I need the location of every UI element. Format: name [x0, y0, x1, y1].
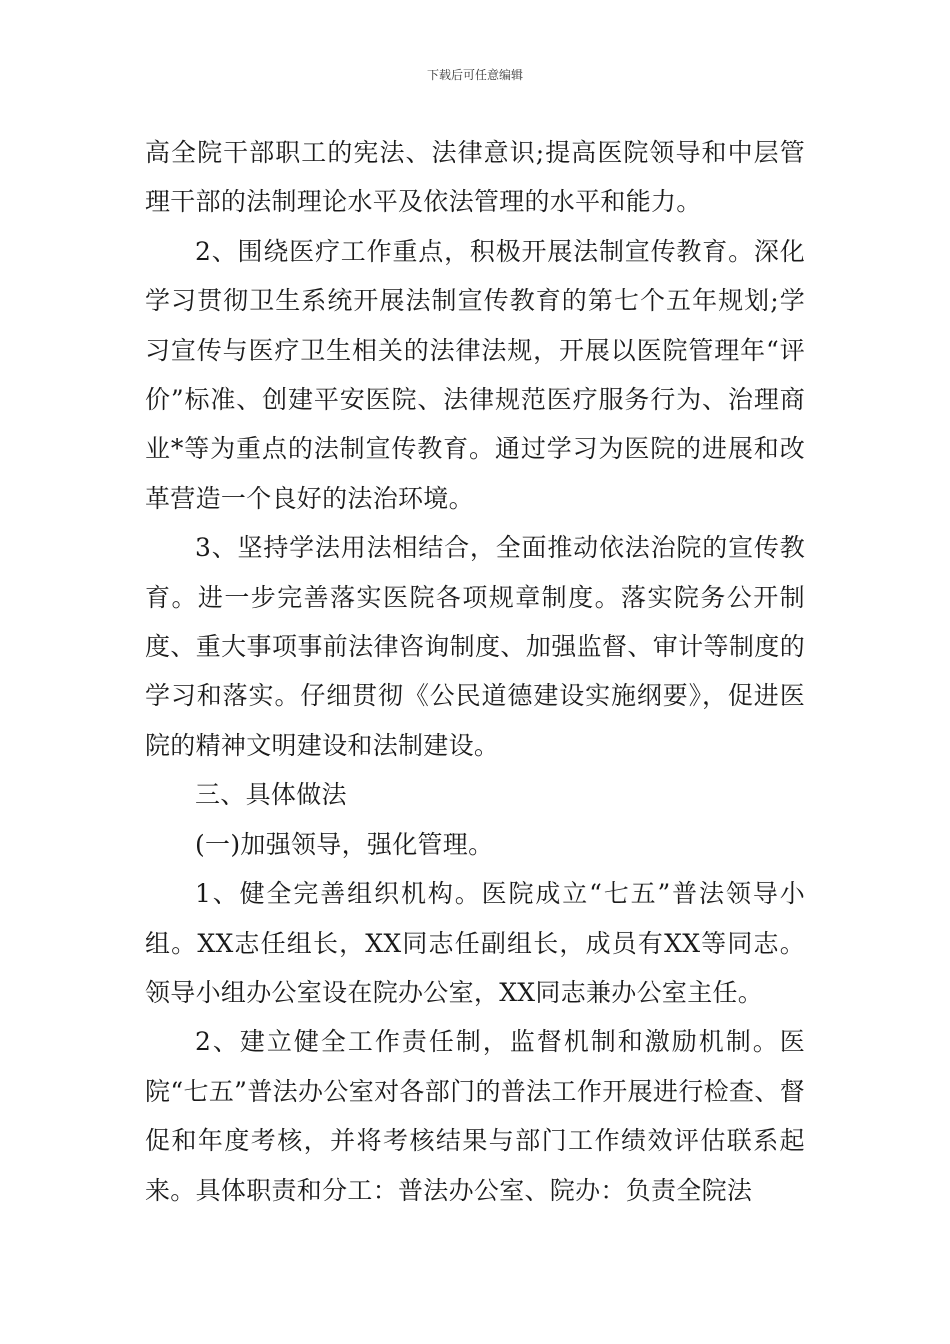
paragraph-7: 2、建立健全工作责任制，监督机制和激励机制。医院“七五”普法办公室对各部门的普法工作开展进行检查、督促和年度考核，并将考核结果与部门工作绩效评估联系起来。具体职责和分工：普法办公室、院办：负责全院法	[145, 1027, 805, 1205]
paragraph-2: 2、围绕医疗工作重点，积极开展法制宣传教育。深化学习贯彻卫生系统开展法制宣传教育的第七个五年规划;学习宣传与医疗卫生相关的法律法规，开展以医院管理年“评价”标准、创建平安医院、法律规范医疗服务行为、治理商业*等为重点的法制宣传教育。通过学习为医院的进展和改革营造一个良好的法治环境。	[145, 236, 805, 513]
paragraph-1: 高全院干部职工的宪法、法律意识;提高医院领导和中层管理干部的法制理论水平及依法管理的水平和能力。	[145, 138, 805, 217]
page-header: 下载后可任意编辑	[426, 68, 523, 82]
paragraph-3: 3、坚持学法用法相结合，全面推动依法治院的宣传教育。进一步完善落实医院各项规章制度。落实院务公开制度、重大事项事前法律咨询制度、加强监督、审计等制度的学习和落实。仔细贯彻《公民道德建设实施纲要》，促进医院的精神文明建设和法制建设。	[145, 533, 805, 760]
paragraph-6: 1、健全完善组织机构。医院成立“七五”普法领导小组。XX志任组长，XX同志任副组长，成员有XX等同志。领导小组办公室设在院办公室，XX同志兼办公室主任。	[145, 879, 805, 1007]
section-heading-3: 三、具体做法	[195, 780, 347, 810]
subsection-heading-1: (一)加强领导，强化管理。	[195, 829, 494, 859]
document-body	[145, 128, 805, 1215]
